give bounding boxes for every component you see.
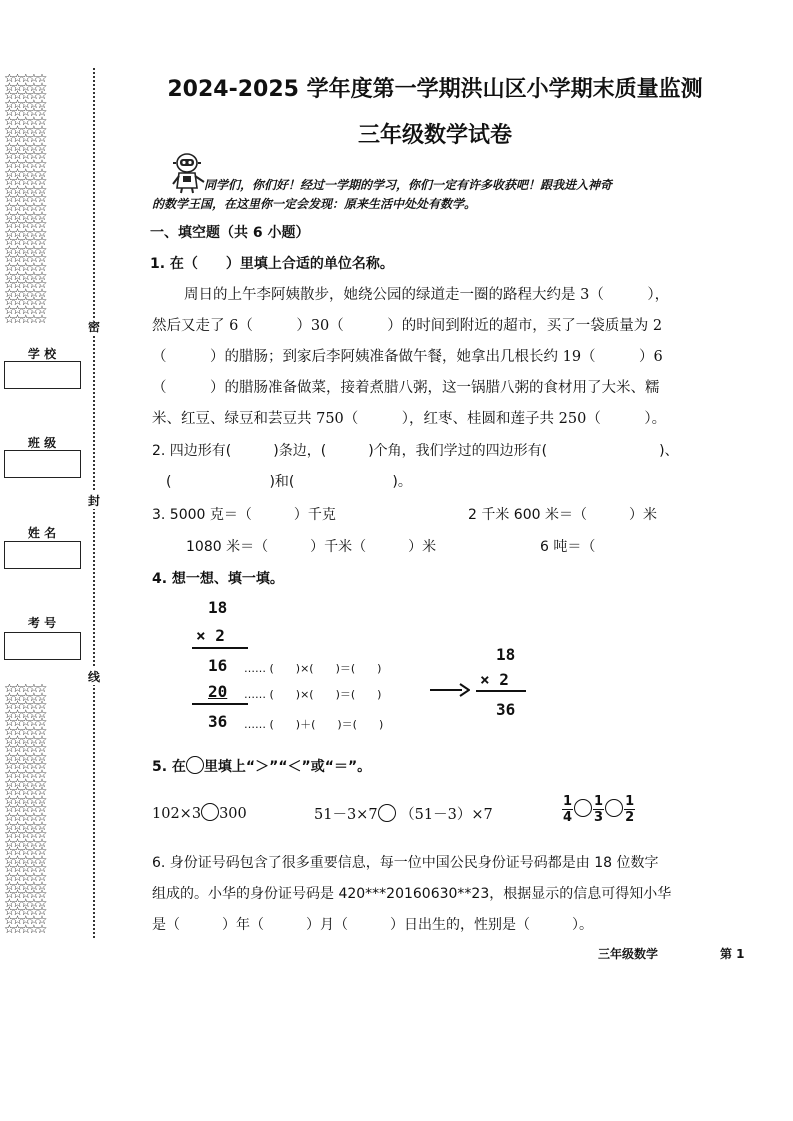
q4-result-multiplicand: 18 — [496, 645, 516, 664]
q1-title: 1. 在（ ）里填上合适的单位名称。 — [150, 256, 394, 272]
q3-item-d: 6 吨＝（ — [540, 539, 596, 555]
fraction-1-4: $\frac{1}{4}$ — [563, 794, 573, 825]
class-label: 班 级 — [27, 436, 57, 450]
q4-result-product: 36 — [496, 700, 516, 719]
name-field[interactable] — [4, 541, 81, 569]
compare-circle-1[interactable] — [201, 803, 219, 821]
intro-line-2: 的数学王国，在这里你一定会发现：原来生活中处处有数学。 — [152, 197, 477, 211]
seal-char-xian: 线 — [88, 670, 101, 684]
q4-title: 4. 想一想、填一填。 — [152, 571, 284, 587]
exam-number-field[interactable] — [4, 632, 81, 660]
q4-multiplicand: 18 — [208, 598, 228, 617]
page-title: 2024-2025 学年度第一学期洪山区小学期末质量监测 — [167, 77, 703, 102]
seal-char-feng: 封 — [88, 494, 101, 508]
footer-page-number: 第 1 — [720, 947, 745, 961]
q5-expr-2-right: （51－3）×7 — [400, 807, 493, 823]
q1-line-5: 米、红豆、绿豆和芸豆共 750（ ），红枣、桂圆和莲子共 250（ ）。 — [152, 411, 667, 427]
q3-item-c: 1080 米＝（ ）千米（ ）米 — [186, 539, 437, 555]
robot-mascot-icon — [170, 152, 206, 194]
q2-line-2: ( )和( )。 — [166, 474, 412, 490]
q5-expr-1-left: 102×3 — [152, 806, 202, 822]
seal-char-mi: 密 — [88, 320, 101, 334]
q4-multiplier: × 2 — [196, 626, 225, 645]
compare-circle-sample — [186, 756, 204, 774]
q2-line-1: 2. 四边形有( )条边，( )个角，我们学过的四边形有( )、 — [152, 443, 679, 459]
star-border-top: ☆☆☆☆☆ ☆☆☆☆☆ ☆☆☆☆☆ ☆☆☆☆☆ ☆☆☆☆☆ ☆☆☆☆☆ ☆☆☆☆☆ ☆☆☆☆☆ ☆☆☆☆☆ ☆☆☆☆☆ ☆☆☆☆☆ ☆☆☆☆☆ ☆☆☆☆☆ ☆☆☆☆☆ ☆☆☆☆☆ ☆☆☆☆☆ ☆☆☆☆☆ ☆☆☆☆☆ ☆☆☆☆☆ ☆☆☆☆☆ ☆☆☆☆☆ ☆☆☆☆☆ ☆☆☆☆☆ ☆☆☆☆☆ ☆☆☆☆☆ ☆☆☆☆☆ ☆☆☆☆☆ ☆☆☆☆☆ ☆☆☆☆☆ — [4, 74, 45, 326]
q4-partial-1: 16 — [208, 656, 228, 675]
q5-expr-1-right: 300 — [219, 806, 247, 822]
q3-item-b: 2 千米 600 米＝（ ）米 — [468, 507, 657, 523]
q4-result-rule — [476, 690, 526, 692]
footer-subject: 三年级数学 — [598, 947, 659, 961]
compare-circle-2[interactable] — [378, 804, 396, 822]
q5-expr-2-left: 51－3×7 — [314, 807, 378, 823]
school-field[interactable] — [4, 361, 81, 389]
compare-circle-3[interactable] — [574, 799, 592, 817]
q1-line-4: （ ）的腊肠准备做菜，接着煮腊八粥，这一锅腊八粥的食材用了大米、糯 — [152, 380, 660, 396]
q6-line-1: 6. 身份证号码包含了很多重要信息，每一位中国公民身份证号码都是由 18 位数字 — [152, 855, 659, 871]
q5-title — [152, 756, 371, 776]
q1-line-1: 周日的上午李阿姨散步，她绕公园的绿道走一圈的路程大约是 3（ ）， — [184, 287, 670, 303]
q4-sum: 36 — [208, 712, 228, 731]
q1-line-2: 然后又走了 6（ ）30（ ）的时间到附近的超市，买了一袋质量为 2 — [152, 318, 663, 334]
q4-row-3: …… ( )＋( )＝( ) — [244, 718, 384, 731]
q5-title-a: 5. 在 — [152, 759, 186, 775]
q5-title-b: 里填上“＞”“＜”或“＝”。 — [203, 759, 372, 775]
q5-expr-1 — [152, 803, 247, 822]
fraction-1-2: $\frac{1}{2}$ — [625, 794, 635, 825]
q4-row-2: …… ( )×( )＝( ) — [244, 688, 382, 701]
exam-number-label: 考 号 — [27, 616, 57, 630]
arrow-right-icon — [430, 683, 470, 697]
star-border-bottom: ☆☆☆☆☆ ☆☆☆☆☆ ☆☆☆☆☆ ☆☆☆☆☆ ☆☆☆☆☆ ☆☆☆☆☆ ☆☆☆☆☆ ☆☆☆☆☆ ☆☆☆☆☆ ☆☆☆☆☆ ☆☆☆☆☆ ☆☆☆☆☆ ☆☆☆☆☆ ☆☆☆☆☆ ☆☆☆☆☆ ☆☆☆☆☆ ☆☆☆☆☆ ☆☆☆☆☆ ☆☆☆☆☆ ☆☆☆☆☆ ☆☆☆☆☆ ☆☆☆☆☆ ☆☆☆☆☆ ☆☆☆☆☆ ☆☆☆☆☆ ☆☆☆☆☆ ☆☆☆☆☆ ☆☆☆☆☆ ☆☆☆☆☆ — [4, 684, 45, 934]
class-field[interactable] — [4, 450, 81, 478]
page-subtitle: 三年级数学试卷 — [357, 123, 512, 148]
q6-line-3: 是（ ）年（ ）月（ ）日出生的，性别是（ ）。 — [152, 917, 593, 933]
section-heading: 一、填空题（共 6 小题） — [150, 225, 310, 241]
name-label: 姓 名 — [27, 526, 57, 540]
q6-line-2: 组成的。小华的身份证号码是 420***20160630**23，根据显示的信息可得知小华 — [152, 886, 672, 902]
intro-line-1: 同学们，你们好！经过一学期的学习，你们一定有许多收获吧！跟我进入神奇 — [204, 178, 613, 192]
q5-expr-2 — [314, 803, 493, 824]
q5-expr-3 — [562, 794, 635, 825]
compare-circle-4[interactable] — [605, 799, 623, 817]
q3-item-a: 3. 5000 克＝（ ）千克 — [152, 507, 336, 523]
q4-row-1: …… ( )×( )＝( ) — [244, 662, 382, 675]
q4-rule-2 — [192, 703, 248, 705]
q1-line-3: （ ）的腊肠；到家后李阿姨准备做午餐，她拿出几根长约 19（ ）6 — [152, 349, 663, 365]
q4-partial-2: 20 — [208, 682, 228, 701]
q4-rule-1 — [192, 647, 248, 649]
fraction-1-3: $\frac{1}{3}$ — [594, 794, 604, 825]
q4-result-multiplier: × 2 — [480, 670, 509, 689]
school-label: 学 校 — [27, 347, 57, 361]
